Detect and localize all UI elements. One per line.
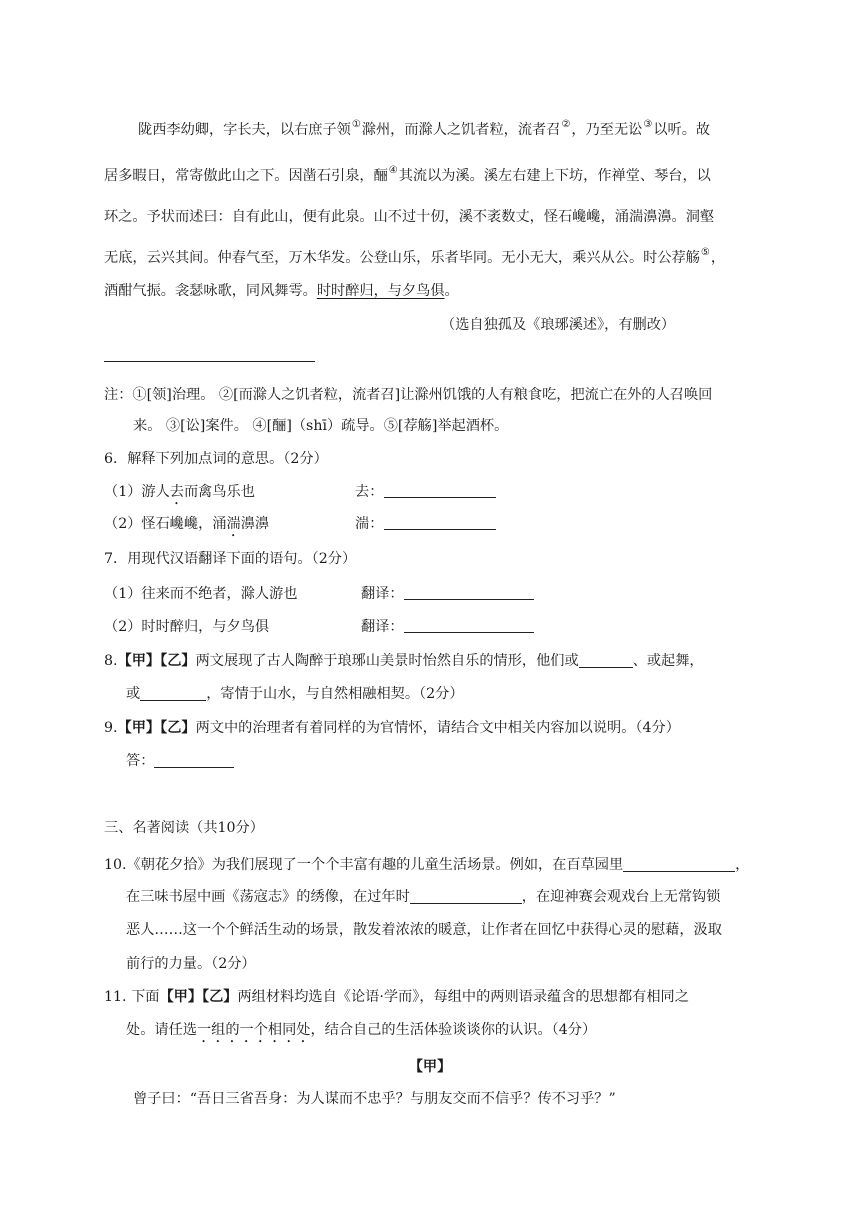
text: ，结合自己的生活体验谈谈你的认识。（4分） — [310, 1022, 597, 1038]
text: 两文中的治理者有着同样的为官情怀，请结合文中相关内容加以说明。（4分） — [195, 720, 680, 736]
fill-blank[interactable] — [140, 686, 206, 701]
question-7-label-1: 翻译： — [361, 586, 404, 602]
dotted-word: 湍 — [226, 516, 241, 532]
text: 8. — [104, 653, 118, 669]
text: 【甲】【乙】 — [159, 989, 238, 1005]
question-9-answer — [126, 751, 234, 771]
passage-line-1 — [138, 120, 710, 142]
answer-blank[interactable] — [404, 632, 534, 633]
question-10-line-1 — [104, 855, 749, 875]
passage-line-3: 环之。予状而述曰：自有此山，便有此泉。山不过十仞，溪不袤数丈，怪石巉巉，涌湍濞濞。洞壑 — [104, 209, 715, 225]
text: 酒酣气振。衾瑟咏歌，同风舞雩。 — [104, 283, 317, 299]
text: （1）游人 — [104, 484, 170, 500]
question-6-title: 6．解释下列加点词的意思。（2分） — [104, 451, 328, 467]
note-marker: ⑤ — [700, 247, 710, 258]
text: 9. — [104, 720, 118, 736]
text: 以听。故 — [653, 122, 711, 138]
question-8-line-1 — [104, 651, 704, 671]
question-6-item-1 — [104, 482, 255, 508]
text: 11. 下面 — [104, 989, 160, 1005]
text: 、或起舞， — [632, 653, 704, 669]
text: 两组材料均选自《论语·学而》，每组中的两则语录蕴含的思想都有相同之 — [237, 989, 689, 1005]
question-7-label-2: 翻译： — [361, 619, 404, 635]
question-6-item-2 — [104, 514, 269, 540]
fill-blank[interactable] — [623, 857, 735, 872]
question-7-item-1: （1）往来而不绝者，滁人游也 — [104, 586, 298, 602]
section-3-heading: 三、名著阅读（共10分） — [104, 820, 264, 836]
text: 【甲】【乙】 — [117, 720, 196, 736]
text: ，乃至无讼 — [571, 122, 643, 138]
text: 在三味书屋中画《荡寇志》的绣像，在过年时 — [126, 889, 410, 905]
passage-source: （选自独孤及《琅琊溪述》，有删改） — [441, 317, 676, 333]
text: 陇西李幼卿，字长夫，以右庶子领 — [138, 122, 351, 138]
note-marker: ① — [351, 119, 361, 130]
answer-blank[interactable] — [384, 497, 496, 498]
answer-blank[interactable] — [404, 599, 534, 600]
question-11-line-1 — [104, 987, 689, 1007]
dotted-phrase: 一组的一个相同处 — [196, 1022, 311, 1038]
text: ，在迎神赛会观戏台上无常钩锁 — [521, 889, 721, 905]
text: 答： — [126, 753, 155, 769]
material-jia-quote: 曾子曰：“吾日三省吾身：为人谋而不忠乎？与朋友交而不信乎？传不习乎？” — [133, 1091, 616, 1107]
fill-blank[interactable] — [579, 653, 633, 668]
footnote-line-2: 来。 ③[讼]案件。 ④[酾]（shī）疏导。⑤[荐觞]举起酒杯。 — [133, 418, 509, 434]
footnote-divider — [104, 361, 315, 362]
text: 无底，云兴其间。仲春气至，万木华发。公登山乐，乐者毕同。无小无大，乘兴从公。时公荐觞 — [104, 250, 700, 266]
passage-line-4 — [104, 248, 725, 270]
question-10-line-2 — [126, 887, 720, 907]
text: 而禽鸟乐也 — [183, 484, 255, 500]
text: 。 — [444, 283, 459, 299]
text: ， — [735, 857, 750, 873]
passage-line-2 — [104, 166, 711, 188]
text: 两文展现了古人陶醉于琅琊山美景时怡然自乐的情形，他们或 — [195, 653, 579, 669]
text: 居多暇日，常寄傲此山之下。因凿石引泉，酾 — [104, 168, 388, 184]
note-marker: ④ — [388, 165, 398, 176]
text: 或 — [126, 686, 141, 702]
text: 处。请任选 — [126, 1022, 197, 1038]
fill-blank[interactable] — [410, 889, 522, 904]
note-marker: ③ — [643, 119, 653, 130]
question-7-title: 7．用现代汉语翻译下面的语句。（2分） — [104, 551, 357, 567]
text: ， — [710, 250, 726, 266]
question-6-label-1: 去： — [355, 484, 384, 500]
material-jia-heading: 【甲】 — [408, 1059, 452, 1075]
text: 滁州，而滁人之饥者粒，流者召 — [361, 122, 561, 138]
fill-blank[interactable] — [154, 753, 234, 768]
text: 其流以为溪。溪左右建上下坊，作禅堂、琴台，以 — [398, 168, 711, 184]
text: 【甲】【乙】 — [117, 653, 196, 669]
text: （2）怪石巉巉，涌 — [104, 516, 227, 532]
text: ，寄情于山水，与自然相融相契。（2分） — [206, 686, 464, 702]
question-6-label-2: 湍： — [355, 516, 384, 532]
underlined-sentence: 时时醉归，与夕鸟俱 — [316, 283, 445, 299]
question-9-line-1 — [104, 718, 680, 738]
text: 濞濞 — [240, 516, 270, 532]
question-11-line-2 — [126, 1020, 596, 1046]
dotted-word: 去 — [169, 484, 184, 500]
question-7-item-2: （2）时时醉归，与夕鸟俱 — [104, 619, 270, 635]
note-marker: ② — [561, 119, 571, 130]
question-8-line-2 — [126, 684, 464, 704]
answer-blank[interactable] — [384, 529, 496, 530]
footnote-line-1: 注：①[领]治理。 ②[而滁人之饥者粒，流者召]让滁州饥饿的人有粮食吃，把流亡在外的人召唤回 — [104, 387, 713, 403]
question-10-line-3: 恶人……这一个个鲜活生动的场景，散发着浓浓的暖意，让作者在回忆中获得心灵的慰藉，汲取 — [126, 922, 722, 938]
passage-line-5 — [104, 281, 459, 301]
question-10-line-4: 前行的力量。（2分） — [126, 956, 256, 972]
text: 10.《朝花夕拾》为我们展现了一个个丰富有趣的儿童生活场景。例如，在百草园里 — [104, 857, 624, 873]
